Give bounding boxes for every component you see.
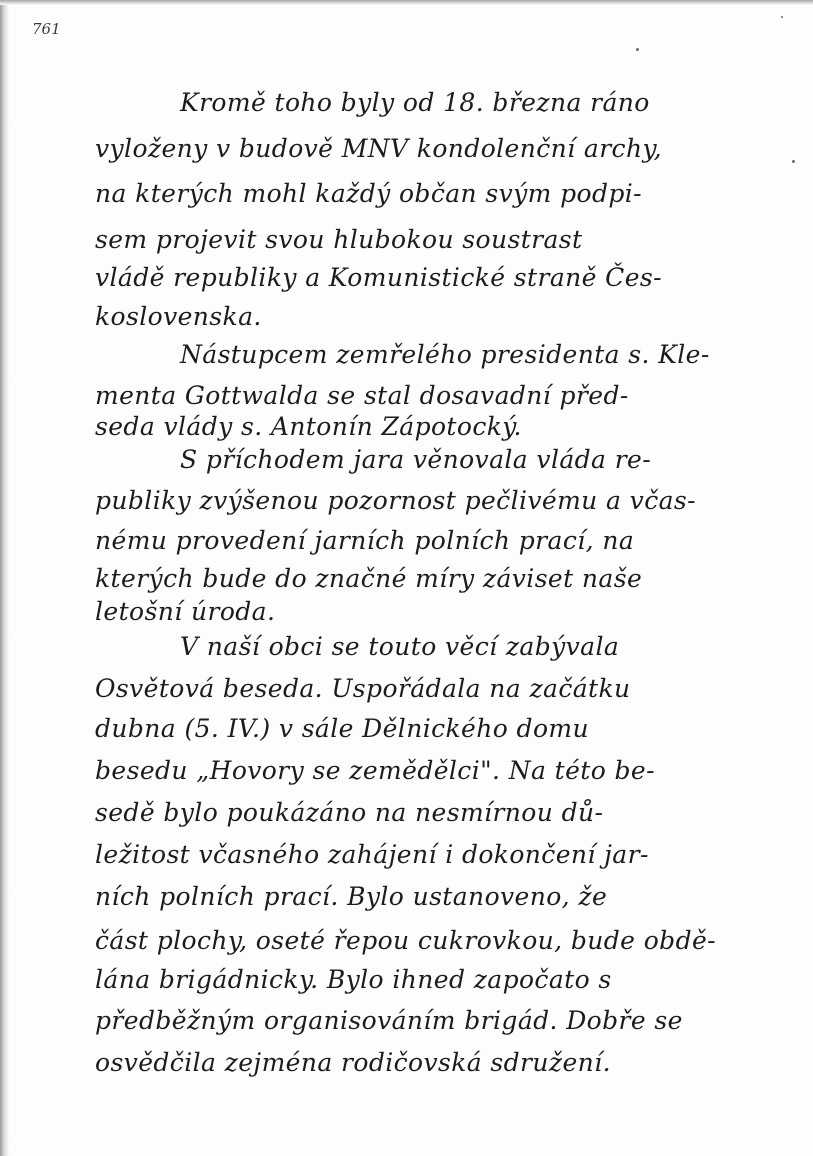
text-line: sem projevit svou hlubokou soustrast <box>95 225 583 254</box>
scan-speck <box>792 160 795 163</box>
text-line: koslovenska. <box>95 302 262 331</box>
text-line: kterých bude do značné míry záviset naše <box>95 564 643 593</box>
text-line: vyloženy v budově MNV kondolenční archy, <box>95 134 663 163</box>
text-line: besedu „Hovory se zemědělci". Na této be- <box>95 756 655 785</box>
text-line: menta Gottwalda se stal dosavadní před- <box>95 381 629 410</box>
text-line: ních polních prací. Bylo ustanoveno, že <box>95 882 608 911</box>
text-line: V naší obci se touto věcí zabývala <box>180 632 620 661</box>
text-line: osvědčila zejména rodičovská sdružení. <box>95 1048 611 1077</box>
scan-speck <box>636 48 639 51</box>
text-line: předběžným organisováním brigád. Dobře se <box>95 1006 683 1035</box>
scan-speck <box>781 16 783 18</box>
text-line: Nástupcem zemřelého presidenta s. Kle- <box>180 340 710 369</box>
text-line: část plochy, oseté řepou cukrovkou, bude obdě- <box>95 926 717 955</box>
text-line: vládě republiky a Komunistické straně Čes- <box>95 263 662 292</box>
text-line: nému provedení jarních polních prací, na <box>95 526 635 555</box>
page-edge-shadow <box>0 0 9 1156</box>
text-line: Kromě toho byly od 18. března ráno <box>180 88 650 117</box>
text-line: S příchodem jara věnovala vláda re- <box>180 445 652 474</box>
text-line: na kterých mohl každý občan svým podpi- <box>95 179 643 208</box>
text-line: lána brigádnicky. Bylo ihned započato s <box>95 965 612 994</box>
text-line: dubna (5. IV.) v sále Dělnického domu <box>95 714 589 743</box>
page-number: 761 <box>32 20 61 38</box>
page-top-shadow <box>0 0 813 5</box>
text-line: letošní úroda. <box>95 597 276 626</box>
text-line: sedě bylo poukázáno na nesmírnou dů- <box>95 798 604 827</box>
text-line: ležitost včasného zahájení i dokončení jar- <box>95 840 649 869</box>
text-line: publiky zvýšenou pozornost pečlivému a včas- <box>95 486 696 515</box>
text-line: Osvětová beseda. Uspořádala na začátku <box>95 674 631 703</box>
text-line: seda vlády s. Antonín Zápotocký. <box>95 412 522 441</box>
